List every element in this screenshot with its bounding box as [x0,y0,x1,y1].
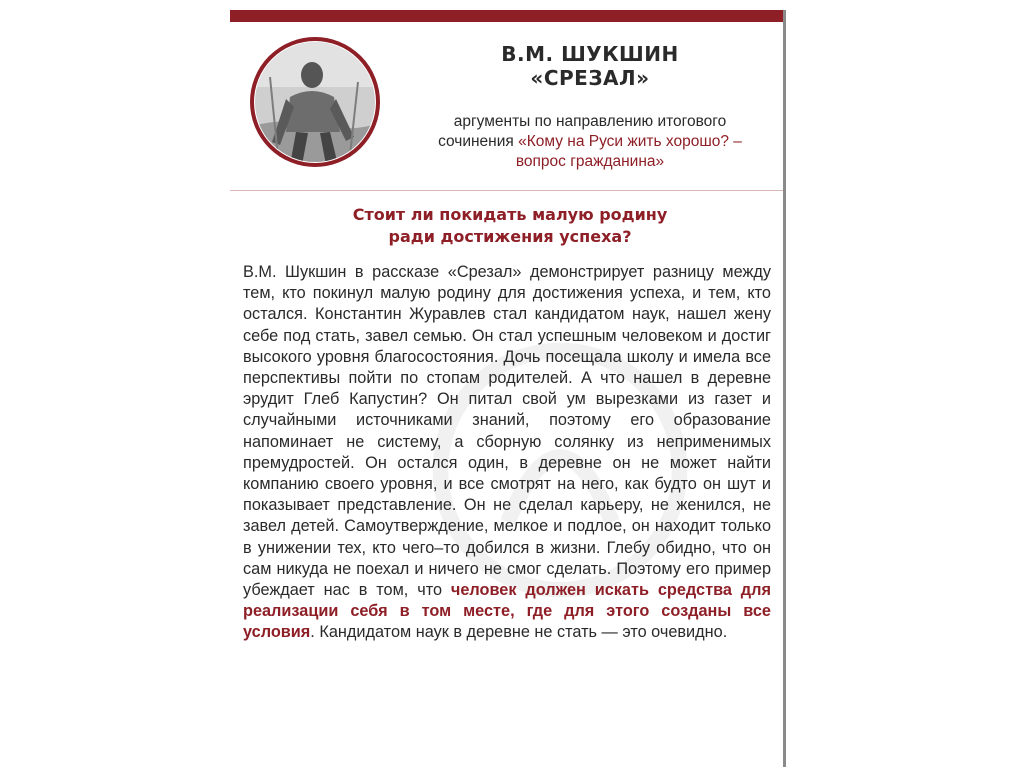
argument-text-start: В.М. Шукшин в рассказе «Срезал» демонстрирует разницу между тем, кто покинул малую родину для достижения успеха, и тем, кто остался. Константин Журавлев стал кандидатом наук, нашел жену себе под стать, завел семью. Он стал успешным человеком и достиг высокого уровня благосостояния. Дочь посещала школу и имела все перспективы пойти по стопам родителей. А что нашел в деревне эрудит Глеб Капустин? Он питал свой ум вырезками из газет и случайными источниками знаний, поэтому его образование напоминает не систему, а сборную солянку из неприменимых премудростей. Он остался один, в деревне он не может найти компанию своего уровня, и все смотрят на него, как будто он шут и показывает представление. Он не сделал карьеру, не женился, не завел детей. Самоутверждение, мелкое и подлое, он находит только в унижении тех, кто чего–то добился в жизни. Глебу обидно, что он сам никуда не поехал и ничего не смог сделать. Поэтому его пример убеждает нас в том, что [243,263,771,600]
section-divider [230,190,786,191]
argument-text-end: . Кандидатом наук в деревне не стать — это очевидно. [310,623,728,642]
subtitle [405,112,775,172]
author-portrait-image [250,37,380,167]
subtitle-topic-line-1: «Кому на Руси жить хорошо? – [518,133,742,150]
question-line-2: ради достижения успеха? [388,227,632,246]
subtitle-topic-line-2: вопрос гражданина» [515,153,665,170]
subtitle-line-2: сочинения [438,133,519,150]
argument-paragraph [243,262,771,644]
question-line-1: Стоит ли покидать малую родину [352,205,668,224]
subtitle-line-1: аргументы по направлению итогового [453,113,727,130]
author-name: В.М. ШУКШИН [501,42,679,66]
document-page [230,10,786,767]
title-block [405,42,775,172]
argument-emphasis: человек должен искать средства для реализации себя в том месте, где для этого созданы все условия [243,581,771,642]
question-heading [290,204,730,248]
top-accent-bar [230,10,786,22]
work-title: «СРЕЗАЛ» [530,66,650,90]
